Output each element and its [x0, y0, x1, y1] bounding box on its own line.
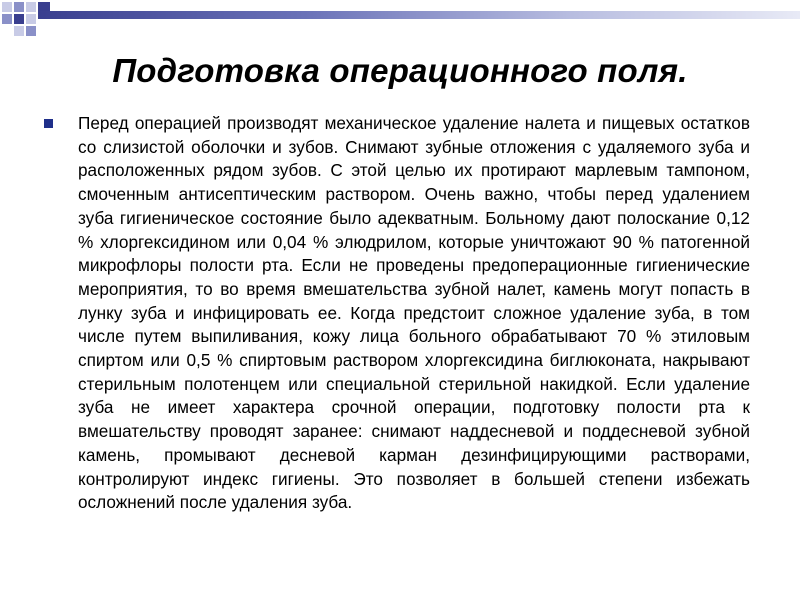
slide-title: Подготовка операционного поля. [112, 52, 688, 89]
header-decoration [0, 0, 800, 40]
bullet-paragraph: Перед операцией производят механическое удаление налета и пищевых остатков со слизистой оболочки и зубов. Снимают зубные отложения с удаляемого зуба и расположенных рядом зубов. С этой целью их протирают марлевым тампоном, смоченным антисептическим раствором. Очень важно, чтобы перед удалением зуба гигиеническое состояние было адекватным. Больному дают полоскание 0,12 % хлоргексидином или 0,04 % элюдрилом, которые уничтожают 90 % патогенной микрофлоры полости рта. Если не проведены предоперационные гигиенические мероприятия, то во время вмешательства зубной налет, камень могут попасть в лунку зуба и инфицировать ее. Когда предстоит сложное удаление зуба, в том числе путем выпиливания, кожу лица больного обрабатывают 70 % этиловым спиртом или 0,5 % спиртовым раствором хлоргексидина биглюконата, накрывают стерильным полотенцем или специальной стерильной накидкой. Если удаление зуба не имеет характера срочной операции, подготовку полости рта к вмешательству проводят заранее: снимают наддесневой и поддесневой зубной камень, промывают десневой карман дезинфицирующими растворами, контролируют индекс гигиены. Это позволяет в большей степени избежать осложнений после удаления зуба. [78, 113, 750, 513]
square-bullet-icon [44, 119, 53, 128]
decor-square [14, 14, 24, 24]
decor-square [26, 2, 36, 12]
decor-square [14, 26, 24, 36]
decor-square [2, 14, 12, 24]
header-gradient-bar [38, 11, 800, 19]
decor-square [14, 2, 24, 12]
decor-square [26, 14, 36, 24]
decor-square [2, 2, 12, 12]
decor-square [26, 26, 36, 36]
